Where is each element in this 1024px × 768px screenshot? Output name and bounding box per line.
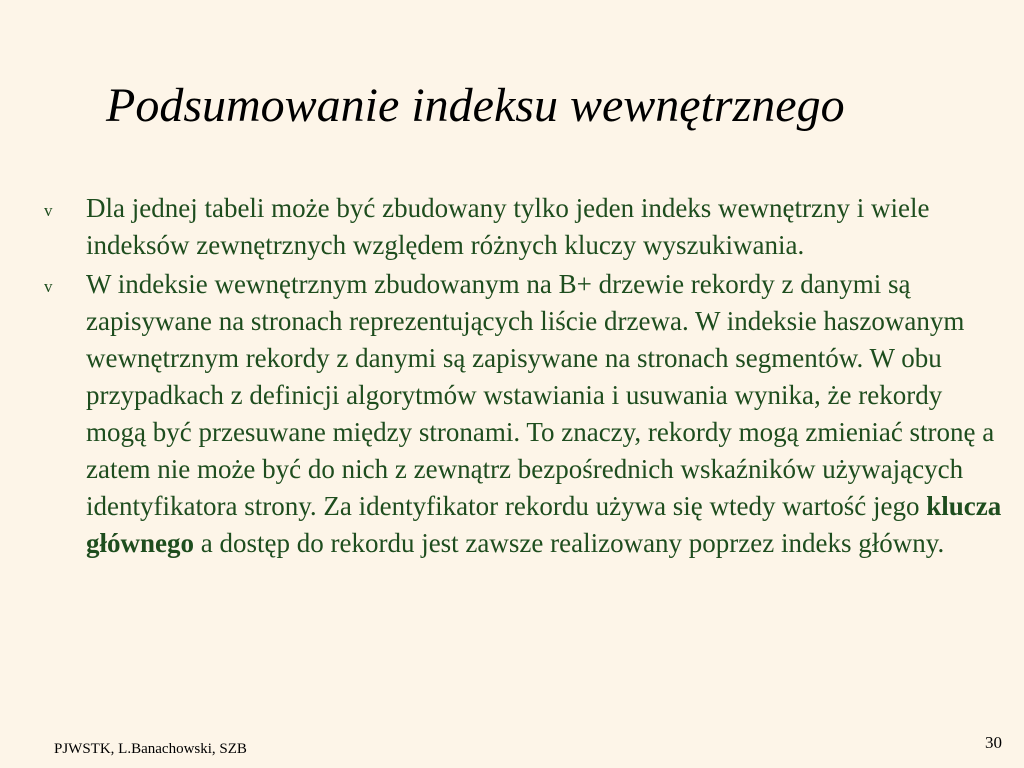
slide-footer: PJWSTK, L.Banachowski, SZB: [54, 741, 247, 757]
bullet-text-continuation: a dostęp do rekordu jest zawsze realizowany poprzez indeks główny.: [194, 528, 945, 558]
page-number: 30: [985, 733, 1002, 752]
bullet-item: [44, 190, 1004, 264]
bullet-text: Dla jednej tabeli może być zbudowany tylko jeden indeks wewnętrzny i wiele indeksów zewnętrznych względem różnych kluczy wyszukiwania.: [86, 193, 930, 260]
slide-title: Podsumowanie indeksu wewnętrznego: [106, 79, 845, 132]
bullet-list: [44, 190, 1004, 564]
bullet-marker-icon: v: [44, 201, 53, 220]
bullet-emphasis: klucza głównego: [86, 491, 1002, 558]
bullet-text: W indeksie wewnętrznym zbudowanym na B+ drzewie rekordy z danymi są zapisywane na stronach reprezentujących liście drzewa. W indeksie haszowanym wewnętrznym rekordy z danymi są zapisywane na stronach segmentów. W obu przypadkach z definicji algorytmów wstawiania i usuwania wynika, że rekordy mogą być przesuwane między stronami. To znaczy, rekordy mogą zmieniać stronę a zatem nie może być do nich z zewnątrz bezpośrednich wskaźników używających identyfikatora strony. Za identyfikator rekordu używa się wtedy wartość jego: [86, 269, 995, 521]
bullet-marker-icon: v: [44, 277, 53, 296]
bullet-item: [44, 266, 1004, 562]
